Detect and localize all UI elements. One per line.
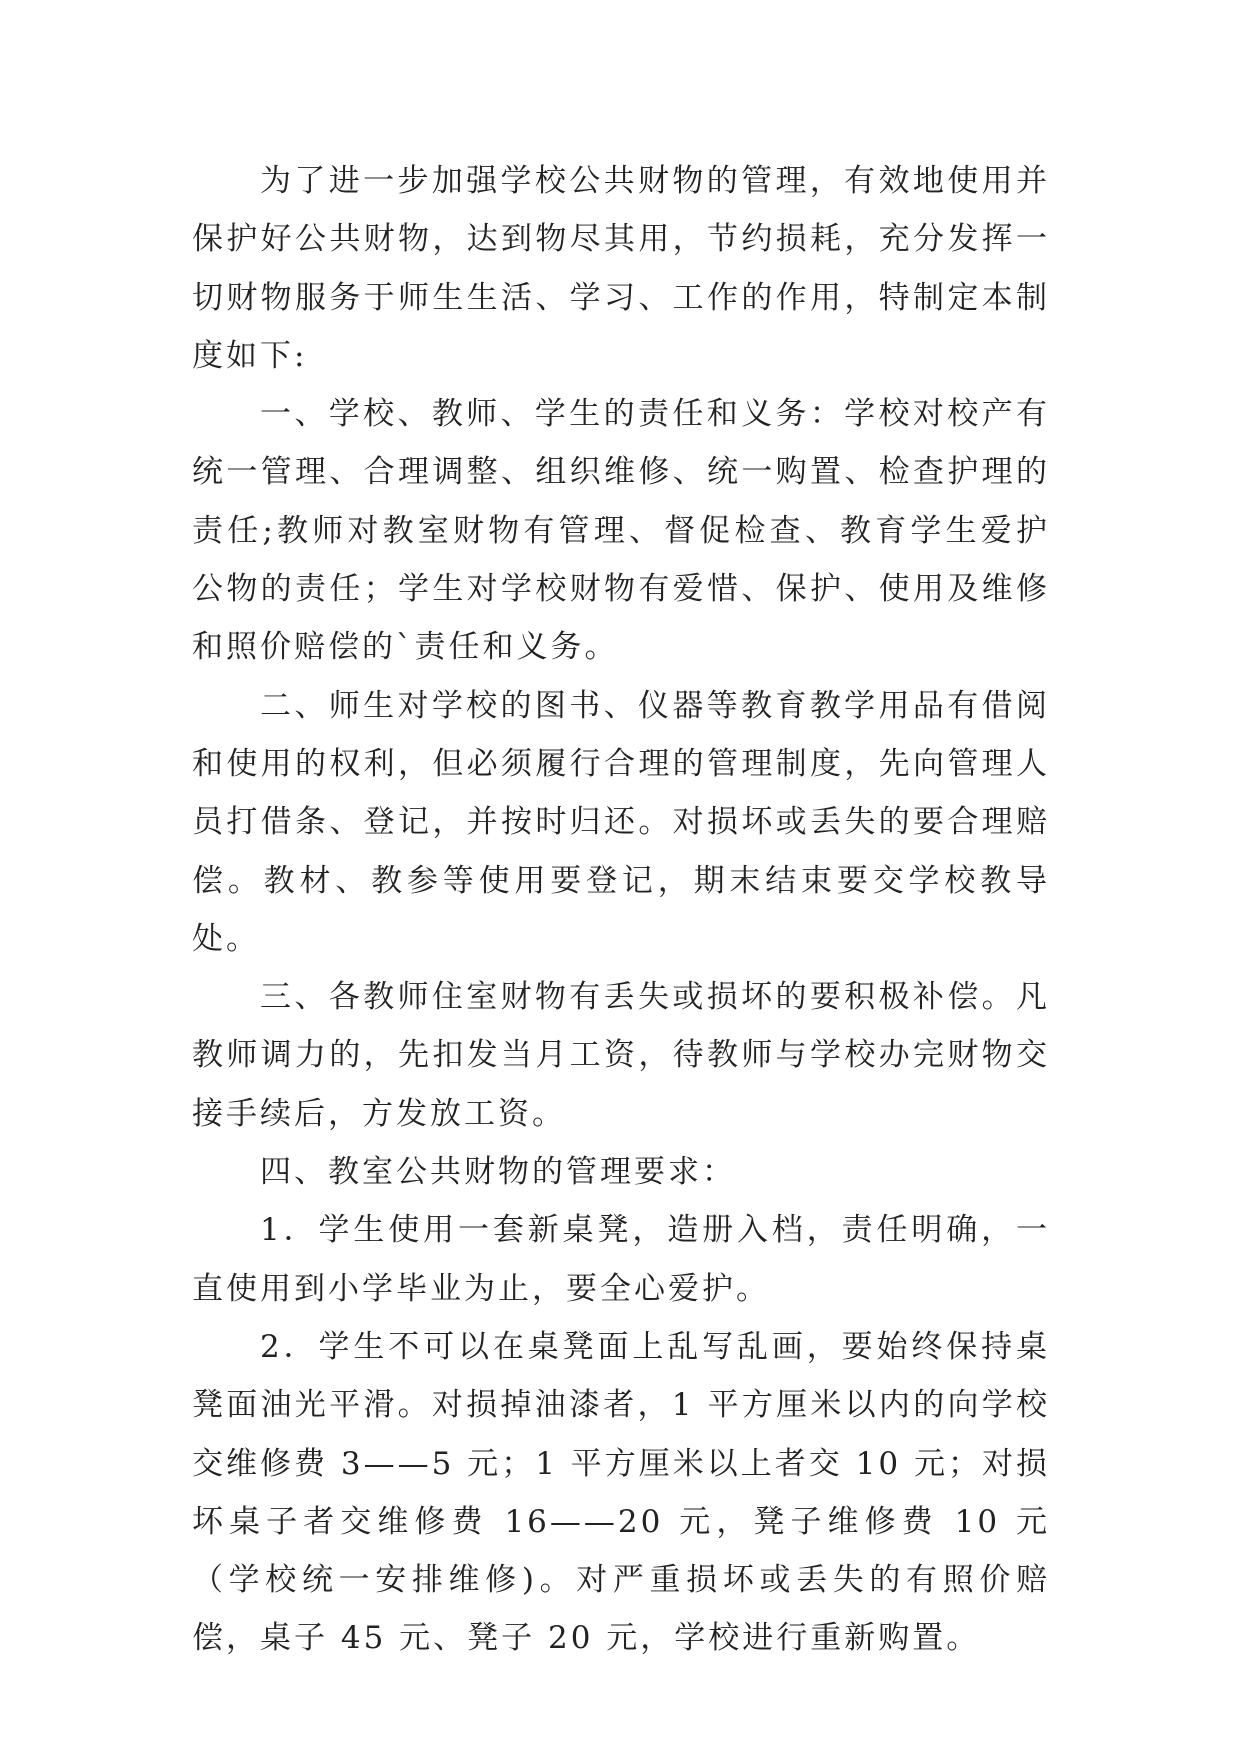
paragraph-section-2: 二、师生对学校的图书、仪器等教育教学用品有借阅和使用的权利，但必须履行合理的管理制度，先向管理人员打借条、登记，并按时归还。对损坏或丢失的要合理赔偿。教材、教参等使用要登记，期末结束要交学校教导处。 <box>192 687 1050 957</box>
paragraph-intro: 为了进一步加强学校公共财物的管理，有效地使用并保护好公共财物，达到物尽其用，节约损耗，充分发挥一切财物服务于师生生活、学习、工作的作用，特制定本制度如下: <box>192 163 1050 374</box>
document-body <box>192 152 1050 1668</box>
paragraph-item-2: 2．学生不可以在桌凳面上乱写乱画，要始终保持桌凳面油光平滑。对损掉油漆者，1 平方厘米以内的向学校交维修费 3——5 元；1 平方厘米以上者交 10 元；对损坏桌子者交维修费 16——20 元，凳子维修费 10 元（学校统一安排维修)。对严重损坏或丢失的有照价赔偿，桌子 45 元、凳子 20 元，学校进行重新购置。 <box>192 1328 1050 1657</box>
paragraph-section-4: 四、教室公共财物的管理要求： <box>260 1154 736 1191</box>
paragraph-item-1: 1．学生使用一套新桌凳，造册入档，责任明确，一直使用到小学毕业为止，要全心爱护。 <box>192 1212 1050 1307</box>
paragraph-section-1: 一、学校、教师、学生的责任和义务：学校对校产有统一管理、合理调整、组织维修、统一购置、检查护理的责任;教师对教室财物有管理、督促检查、教育学生爱护公物的责任；学生对学校财物有爱惜、保护、使用及维修和照价赔偿的`责任和义务。 <box>192 396 1050 666</box>
paragraph-section-3: 三、各教师住室财物有丢失或损坏的要积极补偿。凡教师调力的，先扣发当月工资，待教师与学校办完财物交接手续后，方发放工资。 <box>192 979 1050 1132</box>
